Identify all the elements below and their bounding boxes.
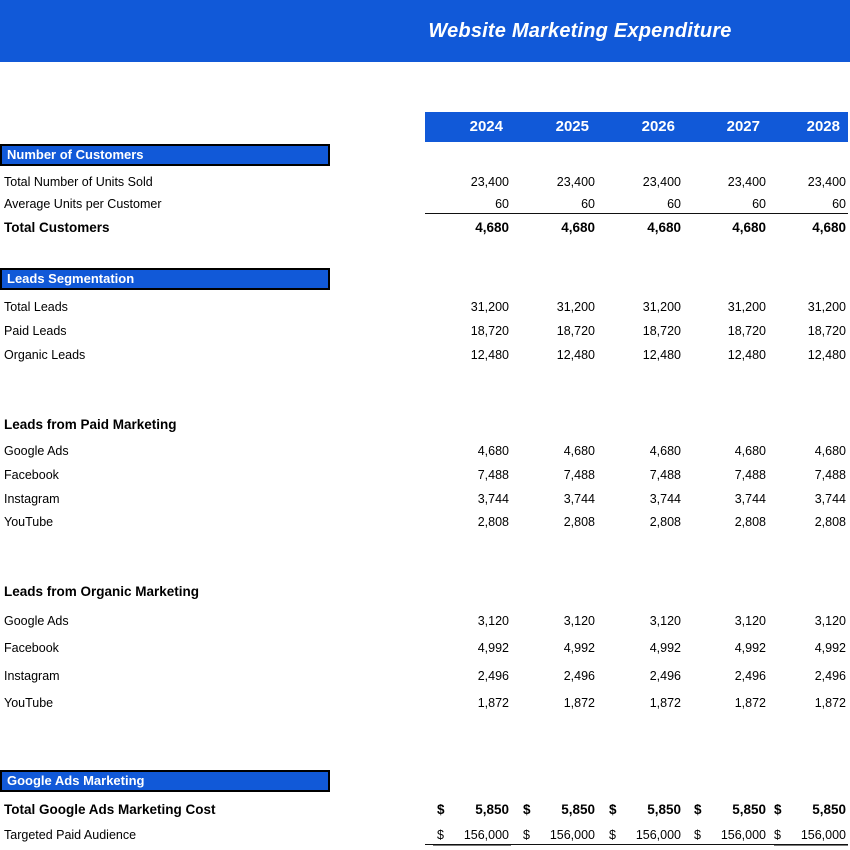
- currency-symbol-google-ads-marketing-0-2027: $: [694, 802, 702, 817]
- cell-leads-from-paid-marketing-1-2028: 7,488: [814, 468, 846, 482]
- cell-leads-from-organic-marketing-0-2026: 3,120: [649, 614, 681, 628]
- cell-leads-from-paid-marketing-0-2027: 4,680: [734, 444, 766, 458]
- row-label-leads-from-organic-marketing-3: YouTube: [4, 696, 54, 710]
- section-header-leads-segmentation: [0, 268, 330, 290]
- currency-symbol-google-ads-marketing-1-2024: $: [437, 828, 444, 842]
- column-header-years: [425, 112, 848, 142]
- cell-leads-from-organic-marketing-0-2024: 3,120: [477, 614, 509, 628]
- cell-leads-from-organic-marketing-2-2025: 2,496: [563, 669, 595, 683]
- cell-google-ads-marketing-1-2027: 156,000: [720, 828, 766, 842]
- cell-leads-from-paid-marketing-2-2028: 3,744: [814, 492, 846, 506]
- row-label-leads-segmentation-0: Total Leads: [4, 300, 68, 314]
- cell-google-ads-marketing-1-2026: 156,000: [635, 828, 681, 842]
- cell-leads-segmentation-1-2027: 18,720: [727, 324, 766, 338]
- row-label-leads-segmentation-1: Paid Leads: [4, 324, 67, 338]
- cell-leads-segmentation-0-2027: 31,200: [727, 300, 766, 314]
- cell-leads-from-organic-marketing-0-2027: 3,120: [734, 614, 766, 628]
- cell-leads-segmentation-0-2026: 31,200: [642, 300, 681, 314]
- section-heading-leads-from-paid-marketing: Leads from Paid Marketing: [4, 417, 177, 432]
- cell-leads-from-organic-marketing-2-2026: 2,496: [649, 669, 681, 683]
- currency-symbol-google-ads-marketing-1-2026: $: [609, 828, 616, 842]
- cell-leads-from-paid-marketing-0-2024: 4,680: [477, 444, 509, 458]
- cell-google-ads-marketing-0-2024: 5,850: [475, 802, 509, 817]
- section-header-label: Number of Customers: [7, 147, 144, 162]
- cell-leads-from-paid-marketing-0-2026: 4,680: [649, 444, 681, 458]
- section-header-label: Google Ads Marketing: [7, 773, 145, 788]
- currency-symbol-google-ads-marketing-0-2025: $: [523, 802, 531, 817]
- cell-number-of-customers-1-2026: 60: [667, 197, 681, 211]
- row-label-google-ads-marketing-1: Targeted Paid Audience: [4, 828, 137, 842]
- page-title: Website Marketing Expenditure: [428, 20, 732, 42]
- currency-symbol-google-ads-marketing-1-2028: $: [774, 828, 781, 842]
- row-label-leads-from-organic-marketing-1: Facebook: [4, 641, 59, 655]
- cell-leads-from-organic-marketing-1-2025: 4,992: [563, 641, 595, 655]
- currency-symbol-google-ads-marketing-1-2025: $: [523, 828, 530, 842]
- cell-leads-from-paid-marketing-2-2027: 3,744: [734, 492, 766, 506]
- cell-leads-from-organic-marketing-2-2027: 2,496: [734, 669, 766, 683]
- cell-leads-from-organic-marketing-2-2024: 2,496: [477, 669, 509, 683]
- section-header-label: Leads Segmentation: [7, 271, 135, 286]
- cell-number-of-customers-0-2028: 23,400: [807, 175, 846, 189]
- cell-leads-from-organic-marketing-2-2028: 2,496: [814, 669, 846, 683]
- cell-number-of-customers-0-2025: 23,400: [556, 175, 595, 189]
- cell-leads-from-paid-marketing-1-2027: 7,488: [734, 468, 766, 482]
- cell-leads-segmentation-0-2028: 31,200: [807, 300, 846, 314]
- cell-leads-from-paid-marketing-3-2026: 2,808: [649, 515, 681, 529]
- cell-google-ads-marketing-0-2025: 5,850: [561, 802, 595, 817]
- column-header-2026: 2026: [641, 118, 675, 135]
- row-label-leads-from-paid-marketing-3: YouTube: [4, 515, 54, 529]
- row-divider: [425, 213, 848, 214]
- column-header-2024: 2024: [469, 118, 503, 135]
- row-label-leads-from-paid-marketing-0: Google Ads: [4, 444, 69, 458]
- row-label-leads-from-organic-marketing-0: Google Ads: [4, 614, 69, 628]
- cell-number-of-customers-0-2026: 23,400: [642, 175, 681, 189]
- cell-leads-from-organic-marketing-1-2026: 4,992: [649, 641, 681, 655]
- section-heading-leads-from-organic-marketing: Leads from Organic Marketing: [4, 584, 200, 599]
- cell-leads-segmentation-1-2026: 18,720: [642, 324, 681, 338]
- cell-number-of-customers-1-2025: 60: [581, 197, 595, 211]
- cell-leads-segmentation-0-2025: 31,200: [556, 300, 595, 314]
- cell-leads-from-paid-marketing-2-2024: 3,744: [477, 492, 509, 506]
- cell-number-of-customers-2-2024: 4,680: [475, 220, 509, 235]
- cell-leads-from-paid-marketing-2-2025: 3,744: [563, 492, 595, 506]
- cell-leads-from-organic-marketing-1-2024: 4,992: [477, 641, 509, 655]
- currency-symbol-google-ads-marketing-0-2026: $: [609, 802, 617, 817]
- cell-google-ads-marketing-1-2024: 156,000: [463, 828, 509, 842]
- cell-number-of-customers-2-2025: 4,680: [561, 220, 595, 235]
- cell-leads-from-organic-marketing-3-2024: 1,872: [477, 696, 509, 710]
- cell-leads-from-paid-marketing-1-2025: 7,488: [563, 468, 595, 482]
- cell-leads-from-organic-marketing-1-2027: 4,992: [734, 641, 766, 655]
- row-label-google-ads-marketing-0: Total Google Ads Marketing Cost: [4, 802, 216, 817]
- row-divider: [433, 845, 511, 846]
- cell-leads-from-organic-marketing-0-2025: 3,120: [563, 614, 595, 628]
- cell-leads-segmentation-2-2025: 12,480: [556, 348, 595, 362]
- title-banner: [0, 0, 850, 62]
- cell-leads-segmentation-2-2028: 12,480: [807, 348, 846, 362]
- cell-leads-from-paid-marketing-1-2024: 7,488: [477, 468, 509, 482]
- cell-leads-segmentation-1-2025: 18,720: [556, 324, 595, 338]
- cell-leads-from-paid-marketing-3-2024: 2,808: [477, 515, 509, 529]
- column-header-2027: 2027: [726, 118, 760, 135]
- cell-google-ads-marketing-0-2026: 5,850: [647, 802, 681, 817]
- cell-number-of-customers-1-2027: 60: [752, 197, 766, 211]
- cell-google-ads-marketing-0-2027: 5,850: [732, 802, 766, 817]
- cell-leads-from-paid-marketing-3-2028: 2,808: [814, 515, 846, 529]
- cell-leads-from-paid-marketing-2-2026: 3,744: [649, 492, 681, 506]
- cell-leads-segmentation-2-2024: 12,480: [470, 348, 509, 362]
- cell-leads-from-paid-marketing-0-2028: 4,680: [814, 444, 846, 458]
- cell-leads-from-paid-marketing-3-2027: 2,808: [734, 515, 766, 529]
- row-label-number-of-customers-1: Average Units per Customer: [4, 197, 162, 211]
- cell-google-ads-marketing-1-2028: 156,000: [800, 828, 846, 842]
- row-label-leads-segmentation-2: Organic Leads: [4, 348, 86, 362]
- cell-leads-from-organic-marketing-0-2028: 3,120: [814, 614, 846, 628]
- cell-leads-segmentation-0-2024: 31,200: [470, 300, 509, 314]
- cell-leads-segmentation-2-2027: 12,480: [727, 348, 766, 362]
- cell-leads-from-organic-marketing-1-2028: 4,992: [814, 641, 846, 655]
- section-header-google-ads-marketing: [0, 770, 330, 792]
- cell-number-of-customers-0-2027: 23,400: [727, 175, 766, 189]
- cell-number-of-customers-1-2024: 60: [495, 197, 509, 211]
- column-header-2025: 2025: [555, 118, 589, 135]
- section-header-number-of-customers: [0, 144, 330, 166]
- cell-leads-from-paid-marketing-1-2026: 7,488: [649, 468, 681, 482]
- currency-symbol-google-ads-marketing-1-2027: $: [694, 828, 701, 842]
- cell-google-ads-marketing-0-2028: 5,850: [812, 802, 846, 817]
- currency-symbol-google-ads-marketing-0-2024: $: [437, 802, 445, 817]
- cell-leads-segmentation-1-2028: 18,720: [807, 324, 846, 338]
- cell-leads-from-paid-marketing-3-2025: 2,808: [563, 515, 595, 529]
- cell-leads-from-paid-marketing-0-2025: 4,680: [563, 444, 595, 458]
- row-label-leads-from-organic-marketing-2: Instagram: [4, 669, 60, 683]
- cell-leads-from-organic-marketing-3-2025: 1,872: [563, 696, 595, 710]
- cell-leads-from-organic-marketing-3-2028: 1,872: [814, 696, 846, 710]
- cell-number-of-customers-2-2028: 4,680: [812, 220, 846, 235]
- cell-leads-from-organic-marketing-3-2026: 1,872: [649, 696, 681, 710]
- cell-leads-from-organic-marketing-3-2027: 1,872: [734, 696, 766, 710]
- row-label-leads-from-paid-marketing-1: Facebook: [4, 468, 59, 482]
- cell-leads-segmentation-2-2026: 12,480: [642, 348, 681, 362]
- cell-number-of-customers-2-2027: 4,680: [732, 220, 766, 235]
- currency-symbol-google-ads-marketing-0-2028: $: [774, 802, 782, 817]
- cell-number-of-customers-0-2024: 23,400: [470, 175, 509, 189]
- row-label-leads-from-paid-marketing-2: Instagram: [4, 492, 60, 506]
- row-label-number-of-customers-0: Total Number of Units Sold: [4, 175, 153, 189]
- cell-google-ads-marketing-1-2025: 156,000: [549, 828, 595, 842]
- cell-leads-segmentation-1-2024: 18,720: [470, 324, 509, 338]
- cell-number-of-customers-2-2026: 4,680: [647, 220, 681, 235]
- column-header-2028: 2028: [806, 118, 840, 135]
- row-label-number-of-customers-2: Total Customers: [4, 220, 110, 235]
- row-divider: [774, 845, 848, 846]
- cell-number-of-customers-1-2028: 60: [832, 197, 846, 211]
